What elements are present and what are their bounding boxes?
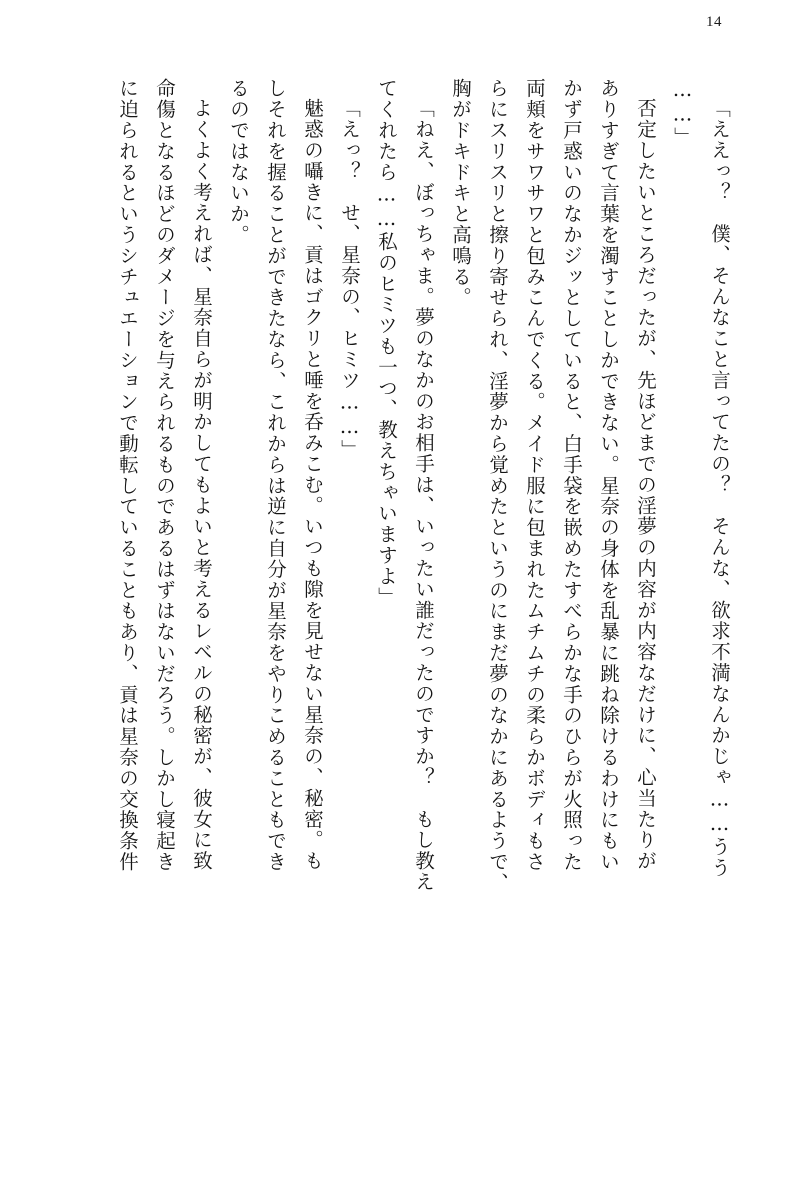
text-column: てくれたら……私のヒミツも一つ、教えちゃいますよ」 bbox=[375, 78, 398, 608]
text-column: 命傷となるほどのダメージを与えられるものであるはずはないだろう。しかし寝起き bbox=[153, 78, 176, 873]
text-column: 胸がドキドキと高鳴る。 bbox=[449, 78, 472, 308]
text-column: るのではないか。 bbox=[227, 78, 250, 246]
text-column: に迫られるというシチュエーションで動転していることもあり、貢は星奈の交換条件 bbox=[116, 78, 139, 873]
text-column: ……」 bbox=[671, 78, 694, 148]
text-column: しそれを握ることができたなら、これからは逆に自分が星奈をやりこめることもでき bbox=[264, 78, 287, 873]
text-column: 「ねえ、ぼっちゃま。夢のなかのお相手は、いったい誰だったのですか？ もし教え bbox=[412, 98, 435, 893]
text-column: よくよく考えれば、星奈自らが明かしてもよいと考えるレベルの秘密が、彼女に致 bbox=[190, 98, 213, 872]
text-column: 否定したいところだったが、先ほどまでの淫夢の内容が内容なだけに、心当たりが bbox=[634, 98, 657, 872]
text-column: ありすぎて言葉を濁すことしかできない。星奈の身体を乱暴に跳ね除けるわけにもい bbox=[597, 78, 620, 873]
text-column: かず戸惑いのなかジッとしていると、白手袋を嵌めたすべらかな手のひらが火照った bbox=[560, 78, 583, 873]
text-column: 魅惑の囁きに、貢はゴクリと唾を呑みこむ。いつも隙を見せない星奈の、秘密。も bbox=[301, 98, 324, 872]
text-column: 両頬をサワサワと包みこんでくる。メイド服に包まれたムチムチの柔らかボディもさ bbox=[523, 78, 546, 873]
text-column: 「ええっ？ 僕、そんなこと言ってたの？ そんな、欲求不満なんかじゃ……うう bbox=[708, 98, 731, 879]
novel-text-body bbox=[62, 78, 738, 1148]
page-number: 14 bbox=[706, 14, 722, 30]
text-column: 「えっ？ せ、星奈の、ヒミツ……」 bbox=[338, 98, 361, 461]
text-column: らにスリスリと擦り寄せられ、淫夢から覚めたというのにまだ夢のなかにあるようで、 bbox=[486, 78, 509, 894]
